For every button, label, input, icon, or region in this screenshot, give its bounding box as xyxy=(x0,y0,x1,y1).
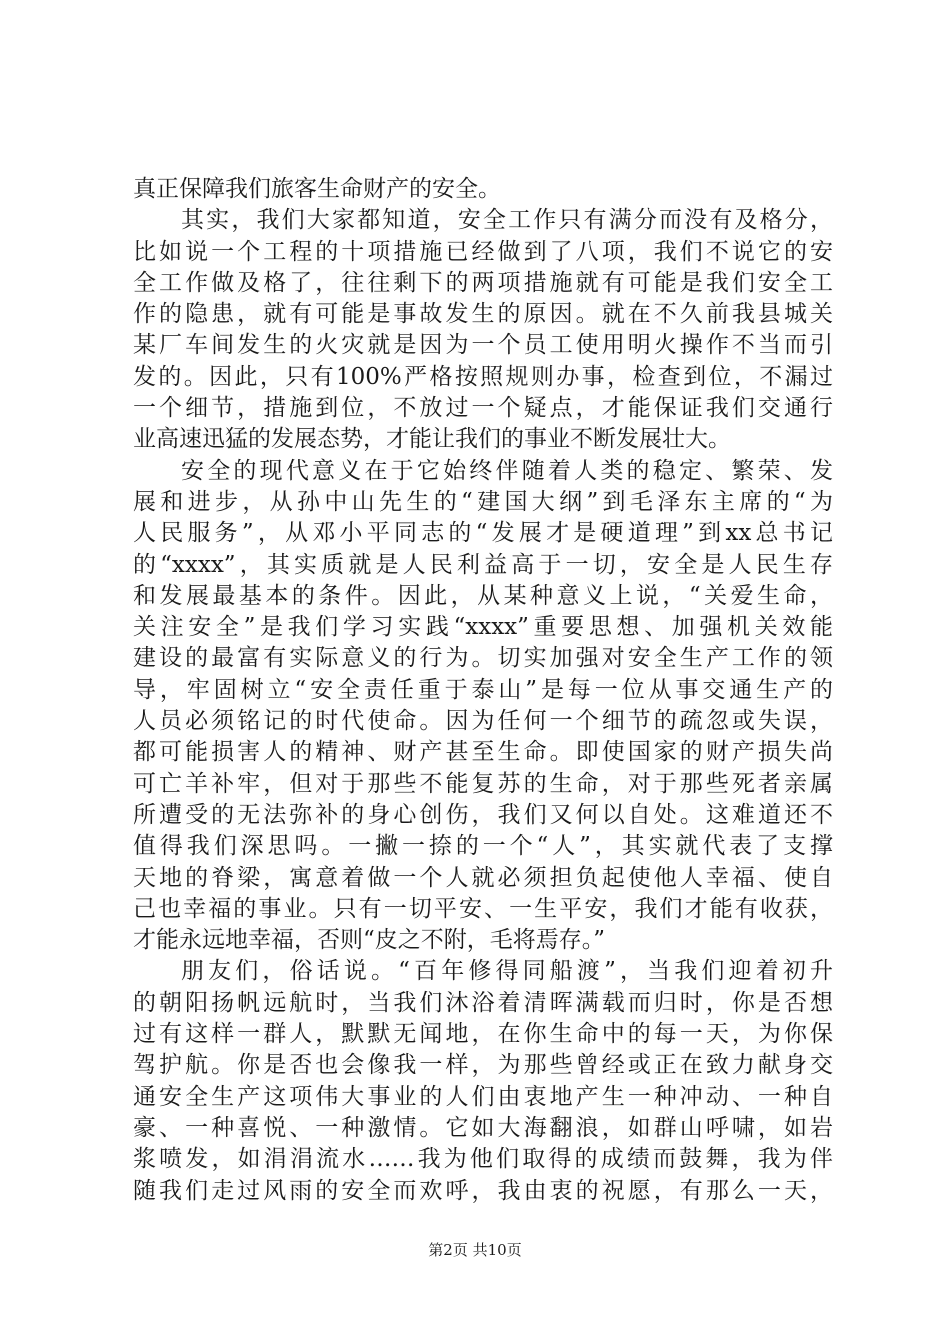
text-line: 展和进步，从孙中山先生的“建国大纲”到毛泽东主席的“为 xyxy=(133,488,833,515)
text-line: 浆喷发，如涓涓流水……我为他们取得的成绩而鼓舞，我为伴 xyxy=(133,1146,833,1173)
text-line: 作的隐患，就有可能是事故发生的原因。就在不久前我县城关 xyxy=(133,301,833,328)
text-line: 的朝阳扬帆远航时，当我们沐浴着清晖满载而归时，你是否想 xyxy=(133,989,833,1016)
text-line: 的“xxxx”，其实质就是人民利益高于一切，安全是人民生存 xyxy=(133,551,833,578)
text-line: 通安全生产这项伟大事业的人们由衷地产生一种冲动、一种自 xyxy=(133,1083,833,1110)
text-line: 某厂车间发生的火灾就是因为一个员工使用明火操作不当而引 xyxy=(133,332,833,359)
text-line: 和发展最基本的条件。因此，从某种意义上说，“关爱生命， xyxy=(133,582,833,609)
text-line: 真正保障我们旅客生命财产的安全。 xyxy=(133,176,501,202)
paragraph-first-line: 安全的现代意义在于它始终伴随着人类的稳定、繁荣、发 xyxy=(181,457,833,484)
text-line: 随我们走过风雨的安全而欢呼，我由衷的祝愿，有那么一天， xyxy=(133,1177,833,1204)
text-line: 比如说一个工程的十项措施已经做到了八项，我们不说它的安 xyxy=(133,238,833,265)
text-line: 才能永远地幸福，否则“皮之不附，毛将焉存。” xyxy=(133,927,606,954)
text-line: 关注安全”是我们学习实践“xxxx”重要思想、加强机关效能 xyxy=(133,614,833,641)
text-line: 业高速迅猛的发展态势，才能让我们的事业不断发展壮大。 xyxy=(133,426,731,453)
text-line: 可亡羊补牢，但对于那些不能复苏的生命，对于那些死者亲属 xyxy=(133,770,833,797)
text-line: 驾护航。你是否也会像我一样，为那些曾经或正在致力献身交 xyxy=(133,1052,833,1079)
document-body xyxy=(133,174,833,1207)
text-line: 导，牢固树立“安全责任重于泰山”是每一位从事交通生产的 xyxy=(133,676,833,703)
text-line: 发的。因此，只有100%严格按照规则办事，检查到位，不漏过 xyxy=(133,363,833,390)
page-number-footer: 第2页 共10页 xyxy=(428,1241,522,1259)
text-line: 全工作做及格了，往往剩下的两项措施就有可能是我们安全工 xyxy=(133,269,833,296)
text-line: 人员必须铭记的时代使命。因为任何一个细节的疏忽或失误， xyxy=(133,708,833,735)
text-line: 天地的脊梁，寓意着做一个人就必须担负起使他人幸福、使自 xyxy=(133,864,833,891)
text-line: 值得我们深思吗。一撇一捺的一个“人”，其实就代表了支撑 xyxy=(133,833,833,860)
text-line: 一个细节，措施到位，不放过一个疑点，才能保证我们交通行 xyxy=(133,395,833,422)
text-line: 建设的最富有实际意义的行为。切实加强对安全生产工作的领 xyxy=(133,645,833,672)
text-line: 己也幸福的事业。只有一切平安、一生平安，我们才能有收获， xyxy=(133,895,833,922)
text-line: 过有这样一群人，默默无闻地，在你生命中的每一天，为你保 xyxy=(133,1021,833,1048)
paragraph-first-line: 其实，我们大家都知道，安全工作只有满分而没有及格分， xyxy=(181,207,833,234)
paragraph-first-line: 朋友们，俗话说。“百年修得同船渡”，当我们迎着初升 xyxy=(181,958,833,985)
text-line: 人民服务”，从邓小平同志的“发展才是硬道理”到xx总书记 xyxy=(133,520,833,547)
text-line: 都可能损害人的精神、财产甚至生命。即使国家的财产损失尚 xyxy=(133,739,833,766)
text-line: 所遭受的无法弥补的身心创伤，我们又何以自处。这难道还不 xyxy=(133,801,833,828)
text-line: 豪、一种喜悦、一种激情。它如大海翻浪，如群山呼啸，如岩 xyxy=(133,1114,833,1141)
